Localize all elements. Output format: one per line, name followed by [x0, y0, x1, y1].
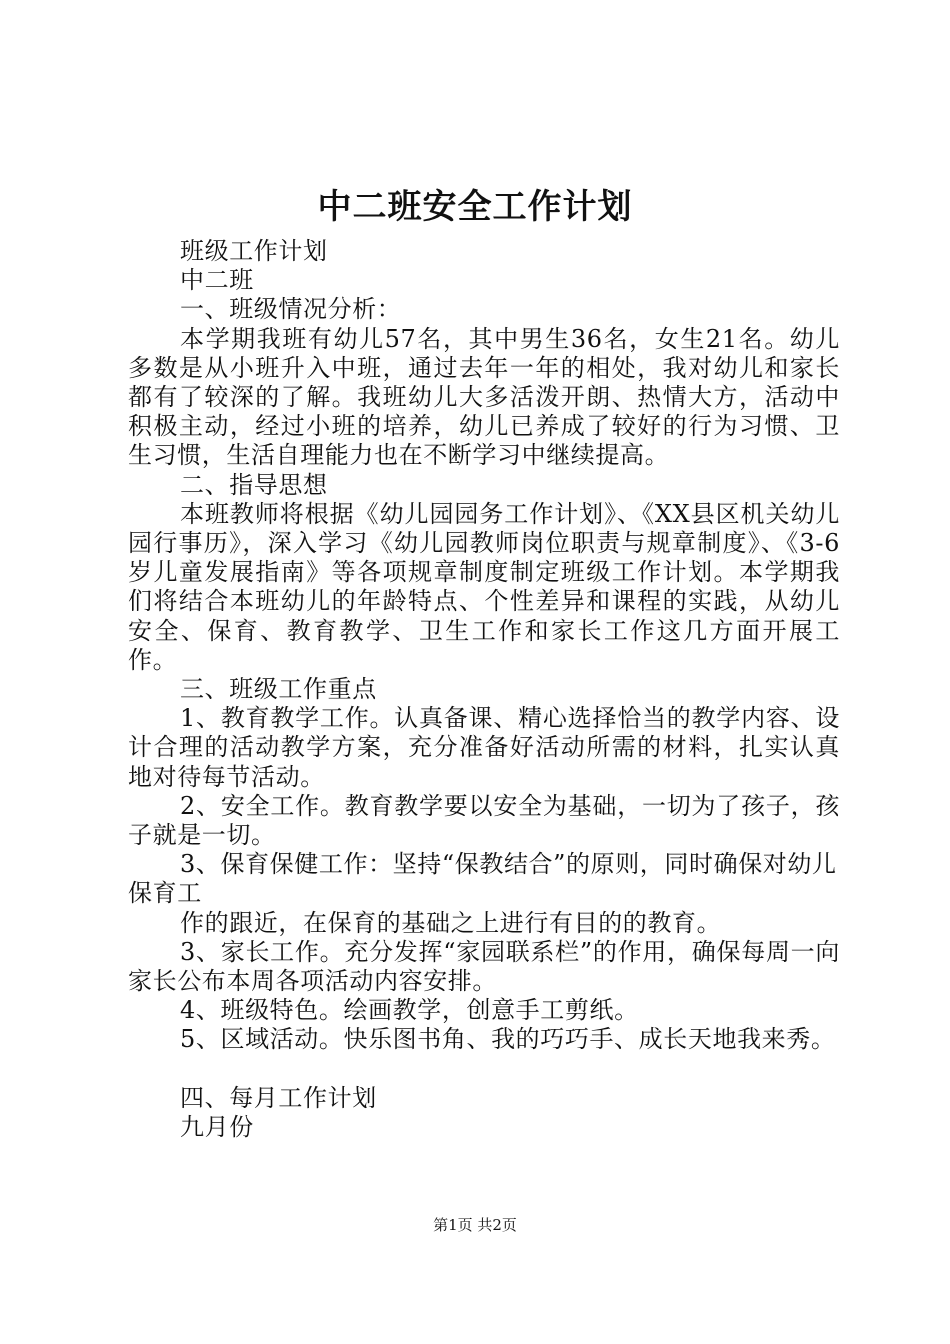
paragraph-spacer — [128, 1055, 840, 1084]
paragraph-september: 九月份 — [180, 1113, 254, 1142]
section-heading-4: 四、每月工作计划 — [180, 1083, 377, 1112]
paragraph-key-point-4: 3、家长工作。充分发挥“家园联系栏”的作用，确保每周一向家长公布本周各项活动内容安排。 — [128, 937, 840, 996]
paragraph-key-point-5: 4、班级特色。绘画教学，创意手工剪纸。 — [180, 996, 639, 1025]
section-heading-2: 二、指导思想 — [180, 470, 328, 499]
paragraph-class-analysis: 本学期我班有幼儿57名，其中男生36名，女生21名。幼儿多数是从小班升入中班，通过去年一年的相处，我对幼儿和家长都有了较深的了解。我班幼儿大多活泼开朗、热情大方，活动中积极主动，经过小班的培养，幼儿已养成了较好的行为习惯、卫生习惯，生活自理能力也在不断学习中继续提高。 — [128, 324, 840, 470]
paragraph-key-point-1: 1、教育教学工作。认真备课、精心选择恰当的教学内容、设计合理的活动教学方案，充分准备好活动所需的材料，扎实认真地对待每节活动。 — [128, 704, 840, 791]
paragraph-key-point-3-cont: 作的跟近，在保育的基础之上进行有目的的教育。 — [180, 908, 722, 937]
document-title: 中二班安全工作计划 — [317, 187, 633, 227]
document-body — [128, 237, 840, 1142]
page-footer: 第1页 共2页 — [433, 1216, 517, 1234]
paragraph-key-point-3: 3、保育保健工作：坚持“保教结合”的原则，同时确保对幼儿保育工 — [128, 850, 837, 908]
paragraph-guiding-idea: 本班教师将根据《幼儿园园务工作计划》、《XX县区机关幼儿园行事历》，深入学习《幼儿园教师岗位职责与规章制度》、《3-6岁儿童发展指南》等各项规章制度制定班级工作计划。本学期我们将结合本班幼儿的年龄特点、个性差异和课程的实践，从幼儿安全、保育、教育教学、卫生工作和家长工作这几方面开展工作。 — [128, 499, 840, 674]
paragraph-key-point-2: 2、安全工作。教育教学要以安全为基础，一切为了孩子，孩子就是一切。 — [128, 791, 840, 850]
paragraph-key-point-6: 5、区域活动。快乐图书角、我的巧巧手、成长天地我来秀。 — [180, 1025, 836, 1054]
section-heading-3: 三、班级工作重点 — [180, 675, 377, 704]
section-heading-1: 一、班级情况分析： — [180, 295, 402, 324]
paragraph-heading-plan: 班级工作计划 — [180, 237, 328, 265]
paragraph-class-name: 中二班 — [180, 266, 254, 295]
